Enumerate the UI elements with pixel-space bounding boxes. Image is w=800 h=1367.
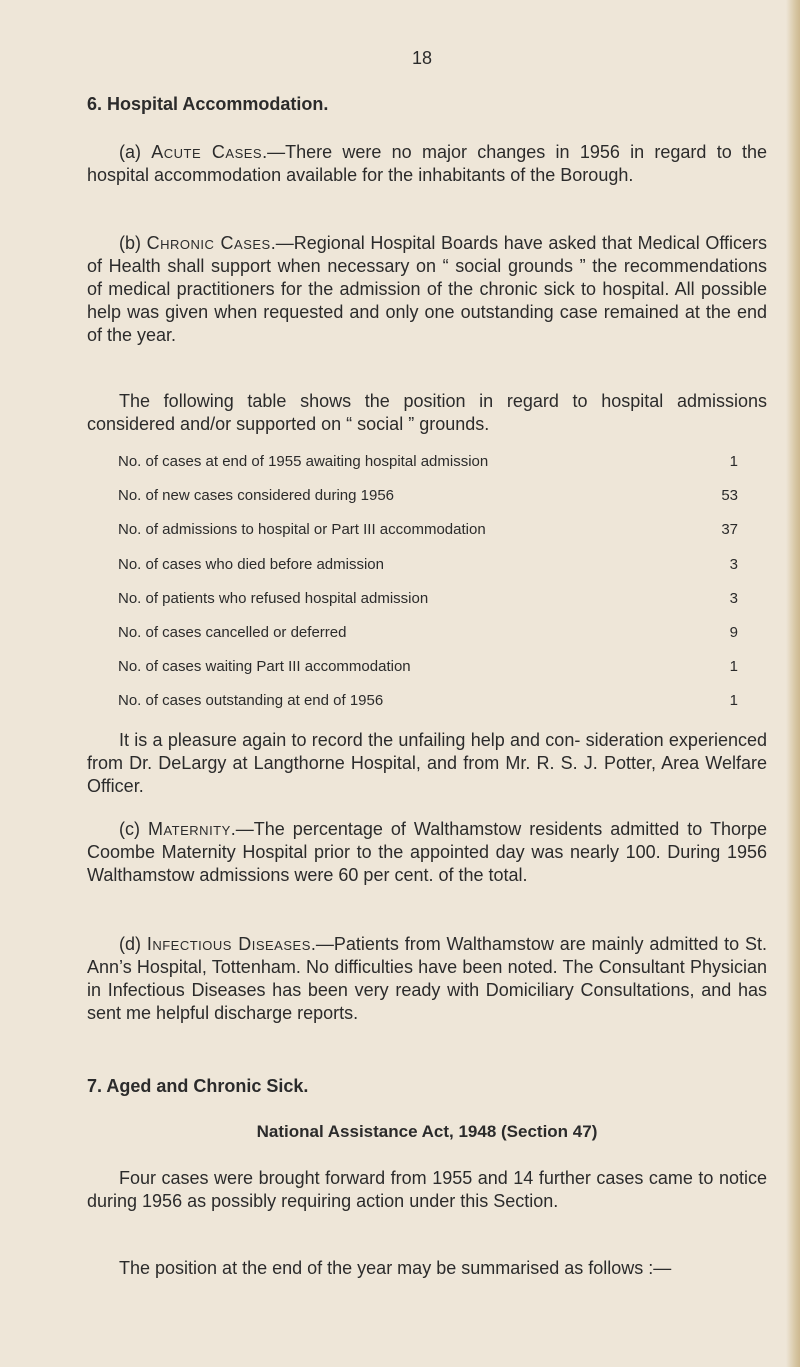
table-row-label: No. of cases waiting Part III accommodation: [118, 658, 411, 676]
chronic-prefix: (b): [119, 233, 147, 253]
chronic-label: Chronic Cases: [146, 233, 271, 253]
infectious-prefix: (d): [119, 934, 147, 954]
maternity-paragraph: [87, 818, 767, 887]
table-row-label: No. of cases outstanding at end of 1956: [118, 692, 384, 710]
page-edge: [786, 0, 800, 1367]
table-intro-paragraph: The following table shows the position in regard to hospital admissions considered and/or supported on “ social ” grounds.: [87, 391, 767, 434]
maternity-text: .—The percentage of Walthamstow residents admitted to Thorpe Coombe Maternity Hospital prior to the appointed day was nearly 100. During 1956 Walthamstow admissions were 60 per cent. of the total.: [87, 819, 767, 885]
acute-cases-paragraph: [87, 141, 767, 187]
page-number: 18: [412, 48, 433, 68]
table-row-value: 1: [729, 692, 738, 710]
table-row: [118, 521, 738, 555]
table-row-label: No. of patients who refused hospital admission: [118, 589, 429, 607]
section-7-subheading: National Assistance Act, 1948 (Section 47): [256, 1122, 598, 1141]
maternity-prefix: (c): [119, 819, 148, 839]
table-row: [118, 453, 738, 487]
acute-text: .—There were no major changes in 1956 in regard to the hospital accommodation available for the inhabitants of the Borough.: [87, 142, 767, 185]
chronic-text: .—Regional Hospital Boards have asked that Medical Officers of Health shall support when necessary on “ social grounds ” the recommendations of medical practitioners for the admission of the chronic sick to hospital. All possible help was given when requested and only one outstanding case remained at the end of the year.: [87, 233, 767, 345]
acute-prefix: (a): [119, 142, 152, 162]
table-row-label: No. of cases cancelled or deferred: [118, 623, 347, 641]
infectious-text: .—Patients from Walthamstow are mainly admitted to St. Ann’s Hospital, Tottenham. No difficulties have been noted. The Consultant Physician in Infectious Diseases has been very ready with Domiciliary Consultations, and has sent me helpful discharge reports.: [87, 934, 768, 1023]
table-row-value: 53: [721, 487, 738, 505]
section-7-paragraph-1: Four cases were brought forward from 1955 and 14 further cases came to notice during 1956 as possibly requiring action under this Section.: [87, 1168, 767, 1211]
table-row-value: 1: [729, 658, 738, 676]
table-row: [118, 487, 738, 521]
infectious-label: Infectious Diseases: [146, 934, 311, 954]
table-row-value: 9: [729, 623, 738, 641]
table-row: [118, 556, 738, 590]
thanks-paragraph: It is a pleasure again to record the unfailing help and con- sideration experienced from Dr. DeLargy at Langthorne Hospital, and from Mr. R. S. J. Potter, Area Welfare Officer.: [87, 730, 767, 796]
table-row-value: 37: [721, 521, 738, 539]
acute-label: Acute Cases: [151, 142, 263, 162]
maternity-label: Maternity: [147, 819, 231, 839]
table-row-label: No. of cases at end of 1955 awaiting hospital admission: [118, 453, 489, 470]
table-row-label: No. of cases who died before admission: [118, 555, 384, 573]
section-7-paragraph-2: The position at the end of the year may be summarised as follows :—: [119, 1258, 672, 1278]
table-row-label: No. of admissions to hospital or Part III accommodation: [118, 521, 486, 539]
table-row: [118, 624, 738, 658]
admissions-table: [118, 453, 738, 727]
chronic-cases-paragraph: [87, 232, 767, 347]
table-row-value: 3: [729, 589, 738, 607]
section-6-heading: 6. Hospital Accommodation.: [87, 94, 329, 114]
table-row-label: No. of new cases considered during 1956: [118, 487, 395, 505]
section-7-heading: 7. Aged and Chronic Sick.: [87, 1076, 309, 1096]
table-row: [118, 658, 738, 692]
table-row: [118, 590, 738, 624]
table-row-value: 1: [729, 453, 738, 470]
table-row-value: 3: [729, 555, 738, 573]
infectious-diseases-paragraph: [87, 933, 767, 1025]
table-row: [118, 692, 738, 726]
